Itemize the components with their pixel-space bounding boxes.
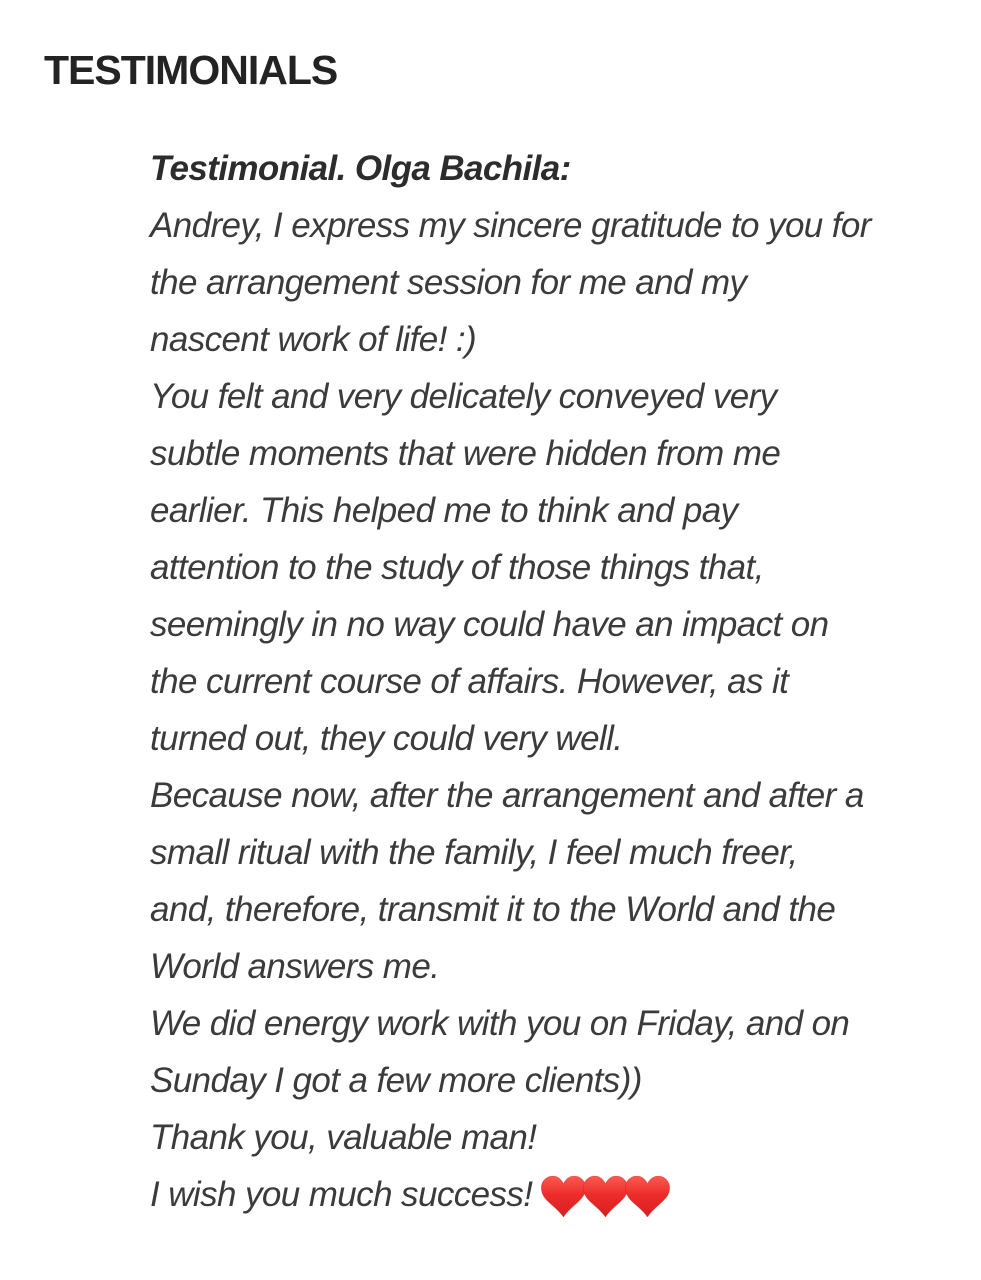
testimonial-line: You felt and very delicately conveyed very: [150, 377, 777, 416]
hearts-group: [544, 1176, 670, 1217]
red-heart-icon: [625, 1176, 670, 1217]
red-heart-icon: [541, 1176, 586, 1217]
testimonial-line: We did energy work with you on Friday, and on: [150, 1004, 850, 1043]
testimonial-line: small ritual with the family, I feel much freer,: [150, 833, 798, 872]
testimonial-line: the current course of affairs. However, as it: [150, 662, 789, 701]
testimonial-line: seemingly in no way could have an impact on: [150, 605, 829, 644]
red-heart-icon: [583, 1176, 628, 1217]
testimonial-line: Andrey, I express my sincere gratitude to you for: [150, 206, 871, 245]
testimonial-line: attention to the study of those things that,: [150, 548, 764, 587]
testimonial-line: nascent work of life! :): [150, 320, 477, 359]
testimonial-line: the arrangement session for me and my: [150, 263, 747, 302]
testimonial-author-line: Testimonial. Olga Bachila:: [150, 149, 571, 188]
testimonial-line: Because now, after the arrangement and after a: [150, 776, 864, 815]
testimonial-line: turned out, they could very well.: [150, 719, 623, 758]
testimonial-line: subtle moments that were hidden from me: [150, 434, 781, 473]
testimonial-closing-line: [150, 1166, 871, 1223]
closing-text: I wish you much success!: [150, 1175, 533, 1214]
testimonial-block: [150, 140, 871, 1223]
testimonial-line: Sunday I got a few more clients)): [150, 1061, 642, 1100]
testimonial-line: earlier. This helped me to think and pay: [150, 491, 738, 530]
testimonial-line: Thank you, valuable man!: [150, 1118, 537, 1157]
page-title: TESTIMONIALS: [44, 47, 338, 93]
testimonial-line: World answers me.: [150, 947, 440, 986]
testimonial-line: and, therefore, transmit it to the World and the: [150, 890, 836, 929]
